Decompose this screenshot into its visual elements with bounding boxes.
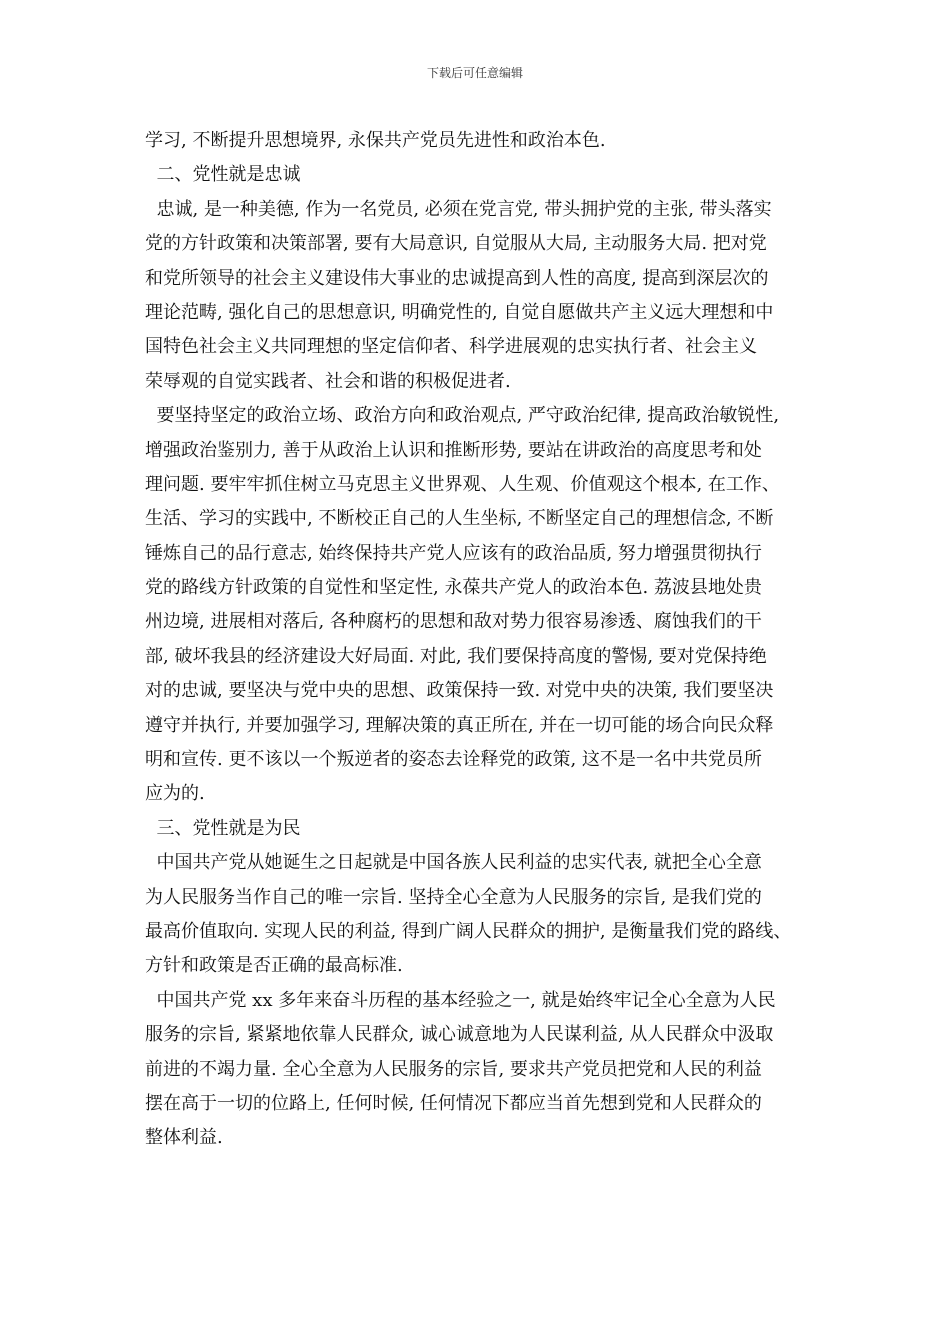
text-line: 州边境, 进展相对落后, 各种腐朽的思想和敌对势力很容易渗透、腐蚀我们的干 (145, 611, 762, 633)
text-line: 荣辱观的自觉实践者、社会和谐的积极促进者. (145, 370, 511, 392)
text-line: 三、党性就是为民 (145, 817, 301, 839)
text-line: 摆在高于一切的位路上, 任何时候, 任何情况下都应当首先想到党和人民群众的 (145, 1092, 762, 1114)
text-line: 应为的. (145, 783, 205, 805)
text-line: 方针和政策是否正确的最高标准. (145, 955, 403, 977)
text-line: 忠诚, 是一种美德, 作为一名党员, 必须在党言党, 带头拥护党的主张, 带头落实 (145, 198, 772, 220)
text-line: 对的忠诚, 要坚决与党中央的思想、政策保持一致. 对党中央的决策, 我们要坚决 (145, 680, 774, 702)
text-line: 中国共产党从她诞生之日起就是中国各族人民利益的忠实代表, 就把全心全意 (145, 852, 762, 874)
text-line: 部, 破坏我县的经济建设大好局面. 对此, 我们要保持高度的警惕, 要对党保持绝 (145, 645, 767, 667)
text-line: 服务的宗旨, 紧紧地依靠人民群众, 诚心诚意地为人民谋利益, 从人民群众中汲取 (145, 1024, 774, 1046)
text-line: 党的路线方针政策的自觉性和坚定性, 永葆共产党人的政治本色. 荔波县地处贵 (145, 577, 762, 599)
text-line: 中国共产党 xx 多年来奋斗历程的基本经验之一, 就是始终牢记全心全意为人民 (145, 989, 776, 1011)
text-line: 整体利益. (145, 1127, 223, 1149)
text-line: 理问题. 要牢牢抓住树立马克思主义世界观、人生观、价值观这个根本, 在工作、 (145, 473, 780, 495)
text-line: 遵守并执行, 并要加强学习, 理解决策的真正所在, 并在一切可能的场合向民众释 (145, 714, 774, 736)
text-line: 生活、学习的实践中, 不断校正自己的人生坐标, 不断坚定自己的理想信念, 不断 (145, 508, 774, 530)
text-line: 锤炼自己的品行意志, 始终保持共产党人应该有的政治品质, 努力增强贯彻执行 (145, 542, 762, 564)
text-line: 学习, 不断提升思想境界, 永保共产党员先进性和政治本色. (145, 130, 606, 151)
text-line: 理论范畴, 强化自己的思想意识, 明确党性的, 自觉自愿做共产主义远大理想和中 (145, 301, 774, 323)
text-line: 为人民服务当作自己的唯一宗旨. 坚持全心全意为人民服务的宗旨, 是我们党的 (145, 886, 762, 908)
text-line: 二、党性就是忠诚 (145, 164, 301, 186)
text-line: 国特色社会主义共同理想的坚定信仰者、科学进展观的忠实执行者、社会主义 (145, 336, 757, 358)
document-body (145, 124, 817, 1156)
text-line: 党的方针政策和决策部署, 要有大局意识, 自觉服从大局, 主动服务大局. 把对党 (145, 233, 767, 255)
text-line: 要坚持坚定的政治立场、政治方向和政治观点, 严守政治纪律, 提高政治敏锐性, (145, 405, 780, 427)
text-line: 和党所领导的社会主义建设伟大事业的忠诚提高到人性的高度, 提高到深层次的 (145, 267, 769, 289)
text-line: 最高价值取向. 实现人民的利益, 得到广阔人民群众的拥护, 是衡量我们党的路线、 (145, 920, 792, 942)
text-line: 前进的不竭力量. 全心全意为人民服务的宗旨, 要求共产党员把党和人民的利益 (145, 1058, 762, 1080)
page-header: 下载后可任意编辑 (426, 66, 523, 80)
text-line: 增强政治鉴别力, 善于从政治上认识和推断形势, 要站在讲政治的高度思考和处 (145, 439, 762, 461)
text-line: 明和宣传. 更不该以一个叛逆者的姿态去诠释党的政策, 这不是一名中共党员所 (145, 749, 762, 771)
